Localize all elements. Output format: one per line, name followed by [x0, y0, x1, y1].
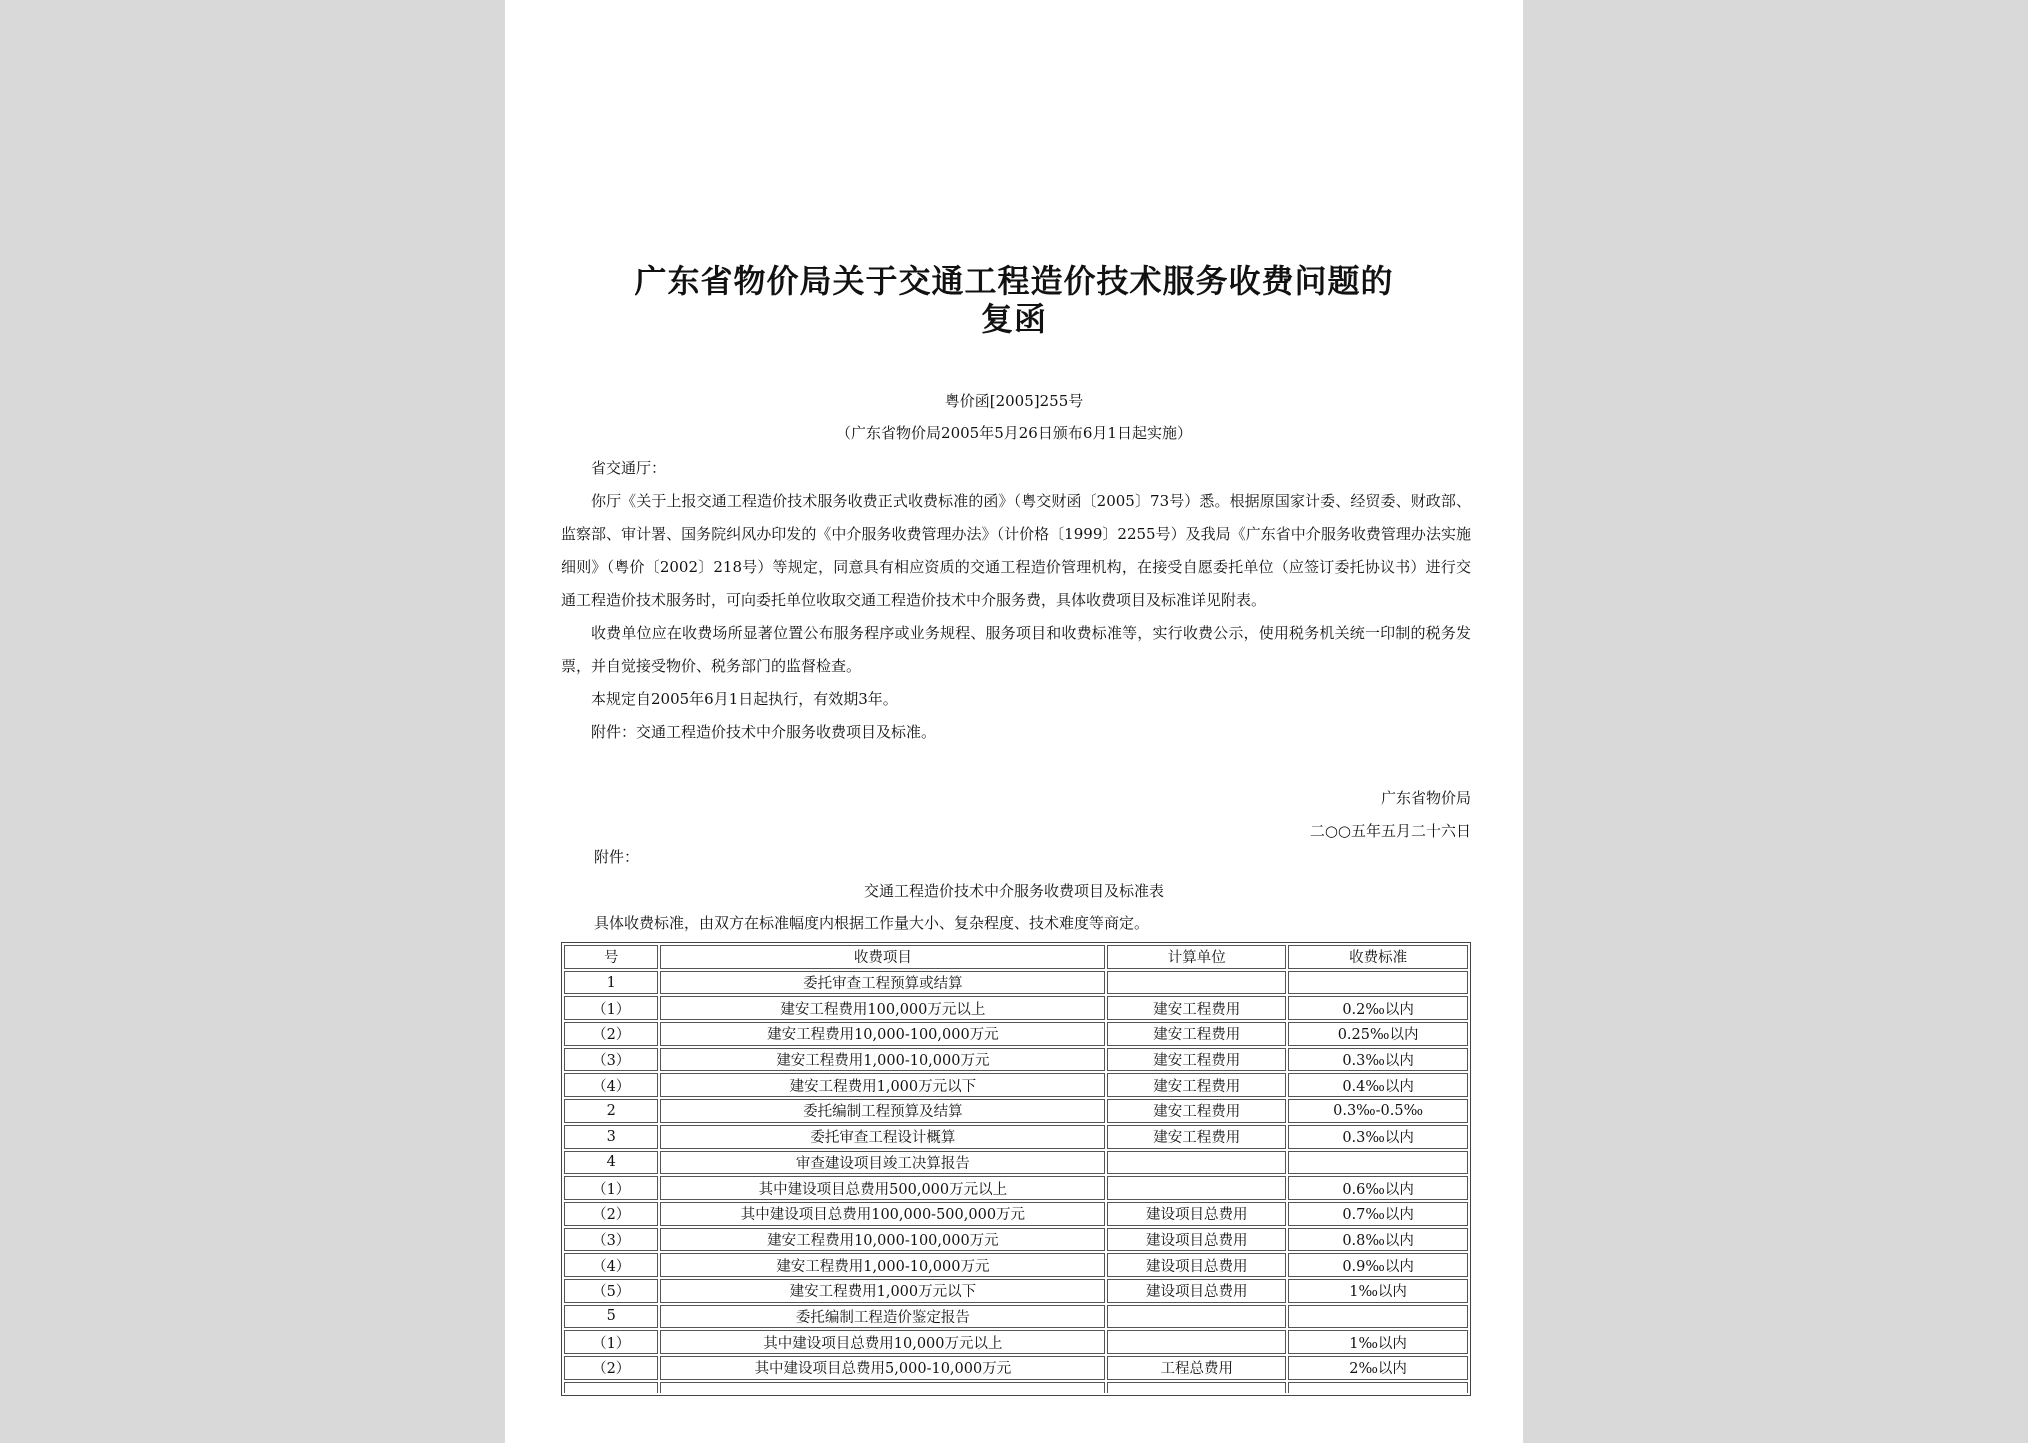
row-item: 委托审查工程设计概算: [660, 1125, 1105, 1149]
row-number: 5: [564, 1305, 658, 1329]
row-standard: [1288, 971, 1468, 995]
row-number: （3）: [564, 1228, 658, 1252]
header-standard: 收费标准: [1288, 945, 1468, 969]
body-paragraph: 附件：交通工程造价技术中介服务收费项目及标准。: [591, 723, 937, 741]
signer-name: 广东省物价局: [1380, 789, 1471, 807]
table-header-row: [564, 945, 1468, 969]
table-row: [564, 1125, 1468, 1149]
table-row: [564, 1202, 1468, 1226]
body-paragraph: 你厅《关于上报交通工程造价技术服务收费正式收费标准的函》（粤交财函〔2005〕73号）悉。根据原国家计委、经贸委、财政部、监察部、审计署、国务院纠风办印发的《中介服务收费管理办法》（计价格〔1999〕2255号）及我局《广东省中介服务收费管理办法实施细则》（粤价〔2002〕218号）等规定，同意具有相应资质的交通工程造价管理机构，在接受自愿委托单位（应签订委托协议书）进行交通工程造价技术服务时，可向委托单位收取交通工程造价技术中介服务费，具体收费项目及标准详见附表。: [561, 492, 1471, 609]
row-item: 委托编制工程预算及结算: [660, 1099, 1105, 1123]
row-unit: [1107, 1330, 1286, 1354]
row-item: 其中建设项目总费用5,000-10,000万元: [660, 1356, 1105, 1380]
body-paragraph: 收费单位应在收费场所显著位置公布服务程序或业务规程、服务项目和收费标准等，实行收费公示，使用税务机关统一印制的税务发票，并自觉接受物价、税务部门的监督检查。: [561, 624, 1471, 675]
row-standard: 1‰以内: [1288, 1330, 1468, 1354]
row-number: 4: [564, 1151, 658, 1175]
row-number: （2）: [564, 1202, 658, 1226]
row-standard: 0.8‰以内: [1288, 1228, 1468, 1252]
row-unit: 建安工程费用: [1107, 1048, 1286, 1072]
row-standard: 2‰以内: [1288, 1356, 1468, 1380]
table-row: [564, 1305, 1468, 1329]
row-standard: 1‰以内: [1288, 1279, 1468, 1303]
table-row: [564, 1330, 1468, 1354]
row-unit: 建设项目总费用: [1107, 1202, 1286, 1226]
row-item: 委托编制工程造价鉴定报告: [660, 1305, 1105, 1329]
row-standard: 0.9‰以内: [1288, 1253, 1468, 1277]
row-standard: 0.3‰以内: [1288, 1125, 1468, 1149]
row-standard: 0.2‰以内: [1288, 996, 1468, 1020]
row-number: 3: [564, 1125, 658, 1149]
row-number: 1: [564, 971, 658, 995]
row-item: 其中建设项目总费用100,000-500,000万元: [660, 1202, 1105, 1226]
row-unit: [1107, 1305, 1286, 1329]
table-row-cutoff: [564, 1382, 1468, 1393]
row-number: （2）: [564, 1356, 658, 1380]
table-row: [564, 1253, 1468, 1277]
row-number: （1）: [564, 1176, 658, 1200]
row-number: （4）: [564, 1253, 658, 1277]
row-unit: 建设项目总费用: [1107, 1279, 1286, 1303]
document-body: [561, 452, 1471, 749]
row-standard: 0.4‰以内: [1288, 1073, 1468, 1097]
table-row: [564, 1099, 1468, 1123]
row-item: 建安工程费用10,000-100,000万元: [660, 1228, 1105, 1252]
row-standard: 0.25‰以内: [1288, 1022, 1468, 1046]
row-unit: 建安工程费用: [1107, 996, 1286, 1020]
row-item: 建安工程费用1,000-10,000万元: [660, 1048, 1105, 1072]
row-item: 建安工程费用1,000万元以下: [660, 1279, 1105, 1303]
table-row: [564, 971, 1468, 995]
table-title: 交通工程造价技术中介服务收费项目及标准表: [863, 882, 1164, 900]
row-item: 建安工程费用10,000-100,000万元: [660, 1022, 1105, 1046]
title-line-1: 广东省物价局关于交通工程造价技术服务收费问题的: [634, 262, 1394, 300]
row-unit: 建安工程费用: [1107, 1022, 1286, 1046]
row-number: （1）: [564, 996, 658, 1020]
table-row: [564, 1228, 1468, 1252]
cutoff-cell: [660, 1382, 1105, 1393]
row-number: （5）: [564, 1279, 658, 1303]
row-standard: 0.6‰以内: [1288, 1176, 1468, 1200]
cutoff-cell: [564, 1382, 658, 1393]
signature-block: [1310, 782, 1471, 848]
row-item: 委托审查工程预算或结算: [660, 971, 1105, 995]
row-standard: [1288, 1151, 1468, 1175]
document-page: [505, 0, 1523, 1443]
row-number: 2: [564, 1099, 658, 1123]
row-standard: 0.3‰-0.5‰: [1288, 1099, 1468, 1123]
title-line-2: 复函: [980, 300, 1047, 338]
row-standard: 0.3‰以内: [1288, 1048, 1468, 1072]
row-item: 建安工程费用1,000万元以下: [660, 1073, 1105, 1097]
document-number: 粤价函[2005]255号: [944, 392, 1084, 410]
row-unit: 建安工程费用: [1107, 1099, 1286, 1123]
header-number: 号: [564, 945, 658, 969]
row-standard: 0.7‰以内: [1288, 1202, 1468, 1226]
row-item: 其中建设项目总费用500,000万元以上: [660, 1176, 1105, 1200]
row-number: （1）: [564, 1330, 658, 1354]
table-row: [564, 996, 1468, 1020]
salutation: 省交通厅：: [591, 459, 667, 477]
row-unit: 工程总费用: [1107, 1356, 1286, 1380]
row-unit: [1107, 971, 1286, 995]
row-number: （4）: [564, 1073, 658, 1097]
table-row: [564, 1022, 1468, 1046]
row-number: （2）: [564, 1022, 658, 1046]
fee-table-body: [564, 971, 1468, 1393]
row-item: 建安工程费用100,000万元以上: [660, 996, 1105, 1020]
table-row: [564, 1048, 1468, 1072]
row-unit: 建设项目总费用: [1107, 1253, 1286, 1277]
row-unit: 建安工程费用: [1107, 1125, 1286, 1149]
body-paragraph: 本规定自2005年6月1日起执行，有效期3年。: [591, 690, 898, 708]
attachment-label: 附件：: [594, 848, 640, 866]
table-note: 具体收费标准，由双方在标准幅度内根据工作量大小、复杂程度、技术难度等商定。: [594, 914, 1150, 932]
header-unit: 计算单位: [1107, 945, 1286, 969]
table-row: [564, 1176, 1468, 1200]
row-unit: 建安工程费用: [1107, 1073, 1286, 1097]
row-number: （3）: [564, 1048, 658, 1072]
row-standard: [1288, 1305, 1468, 1329]
row-unit: [1107, 1176, 1286, 1200]
table-row: [564, 1073, 1468, 1097]
row-item: 其中建设项目总费用10,000万元以上: [660, 1330, 1105, 1354]
table-row: [564, 1151, 1468, 1175]
issue-note: （广东省物价局2005年5月26日颁布6月1日起实施）: [836, 424, 1192, 442]
header-item: 收费项目: [660, 945, 1105, 969]
sign-date: 二○○五年五月二十六日: [1309, 822, 1471, 840]
fee-table: [561, 942, 1471, 1396]
row-item: 审查建设项目竣工决算报告: [660, 1151, 1105, 1175]
cutoff-cell: [1107, 1382, 1286, 1393]
row-item: 建安工程费用1,000-10,000万元: [660, 1253, 1105, 1277]
cutoff-cell: [1288, 1382, 1468, 1393]
table-row: [564, 1279, 1468, 1303]
table-row: [564, 1356, 1468, 1380]
document-title: [545, 262, 1483, 338]
row-unit: 建设项目总费用: [1107, 1228, 1286, 1252]
row-unit: [1107, 1151, 1286, 1175]
